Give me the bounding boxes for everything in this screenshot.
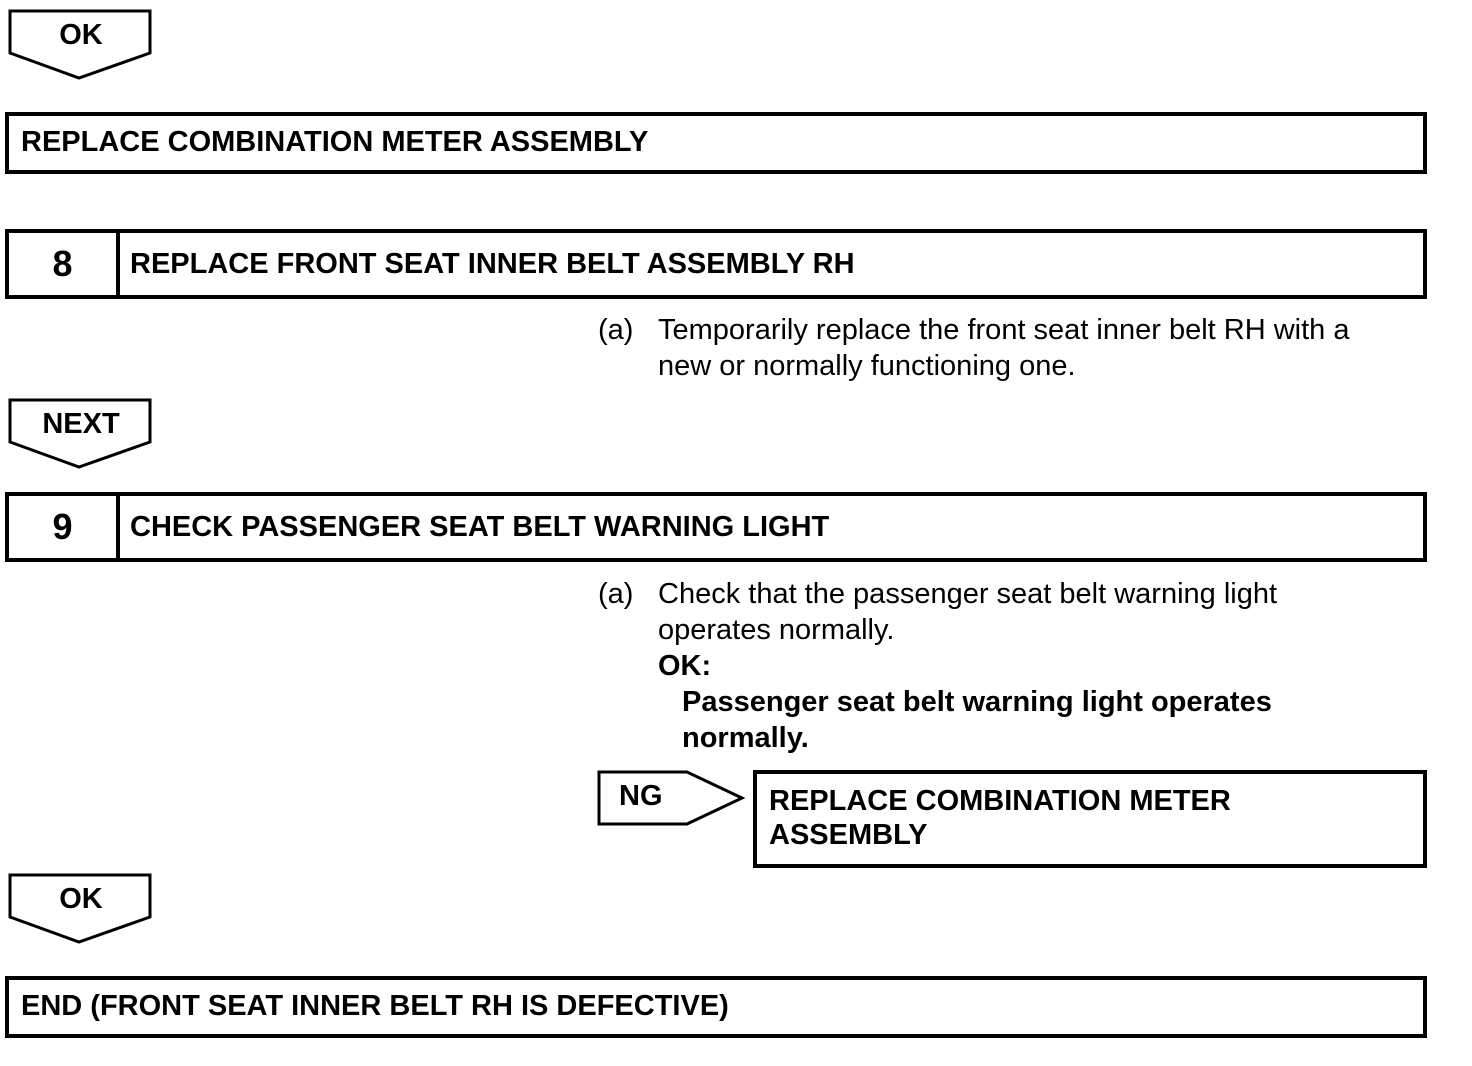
ok-arrow-tag xyxy=(8,873,154,945)
ok-criteria-label: OK: xyxy=(658,650,712,682)
ok-criteria-line: normally. xyxy=(682,722,809,754)
step-title: CHECK PASSENGER SEAT BELT WARNING LIGHT xyxy=(130,510,830,543)
step-8-header xyxy=(5,229,1427,299)
instruction-line: operates normally. xyxy=(658,614,895,646)
result-replace-meter-box xyxy=(5,112,1427,174)
result-replace-meter-ng-box xyxy=(753,770,1427,868)
result-replace-meter-text: REPLACE COMBINATION METER ASSEMBLY xyxy=(21,126,649,158)
next-arrow-tag xyxy=(8,398,154,470)
instruction-letter: (a) xyxy=(598,314,634,346)
instruction-line: Check that the passenger seat belt warning light xyxy=(658,578,1278,610)
step-number: 9 xyxy=(9,496,120,558)
instruction-line: Temporarily replace the front seat inner belt RH with a xyxy=(658,314,1350,346)
step-number: 8 xyxy=(9,233,120,295)
result-text-line: ASSEMBLY xyxy=(769,819,928,851)
ng-label: NG xyxy=(619,780,663,812)
ok-criteria-line: Passenger seat belt warning light operates xyxy=(682,686,1272,718)
step-title: REPLACE FRONT SEAT INNER BELT ASSEMBLY RH xyxy=(130,247,855,280)
ok-label: OK xyxy=(59,883,103,915)
step-9-instruction xyxy=(598,576,1438,756)
result-text-line: REPLACE COMBINATION METER xyxy=(769,785,1231,817)
result-end-box xyxy=(5,976,1427,1038)
next-label: NEXT xyxy=(42,408,120,440)
step-8-instruction xyxy=(598,312,1438,384)
ng-arrow-tag xyxy=(597,770,745,826)
ok-label: OK xyxy=(59,19,103,51)
instruction-letter: (a) xyxy=(598,578,634,610)
step-9-header xyxy=(5,492,1427,562)
ok-arrow-tag xyxy=(8,9,154,81)
instruction-line: new or normally functioning one. xyxy=(658,350,1076,382)
result-end-text: END (FRONT SEAT INNER BELT RH IS DEFECTIVE) xyxy=(21,990,729,1022)
